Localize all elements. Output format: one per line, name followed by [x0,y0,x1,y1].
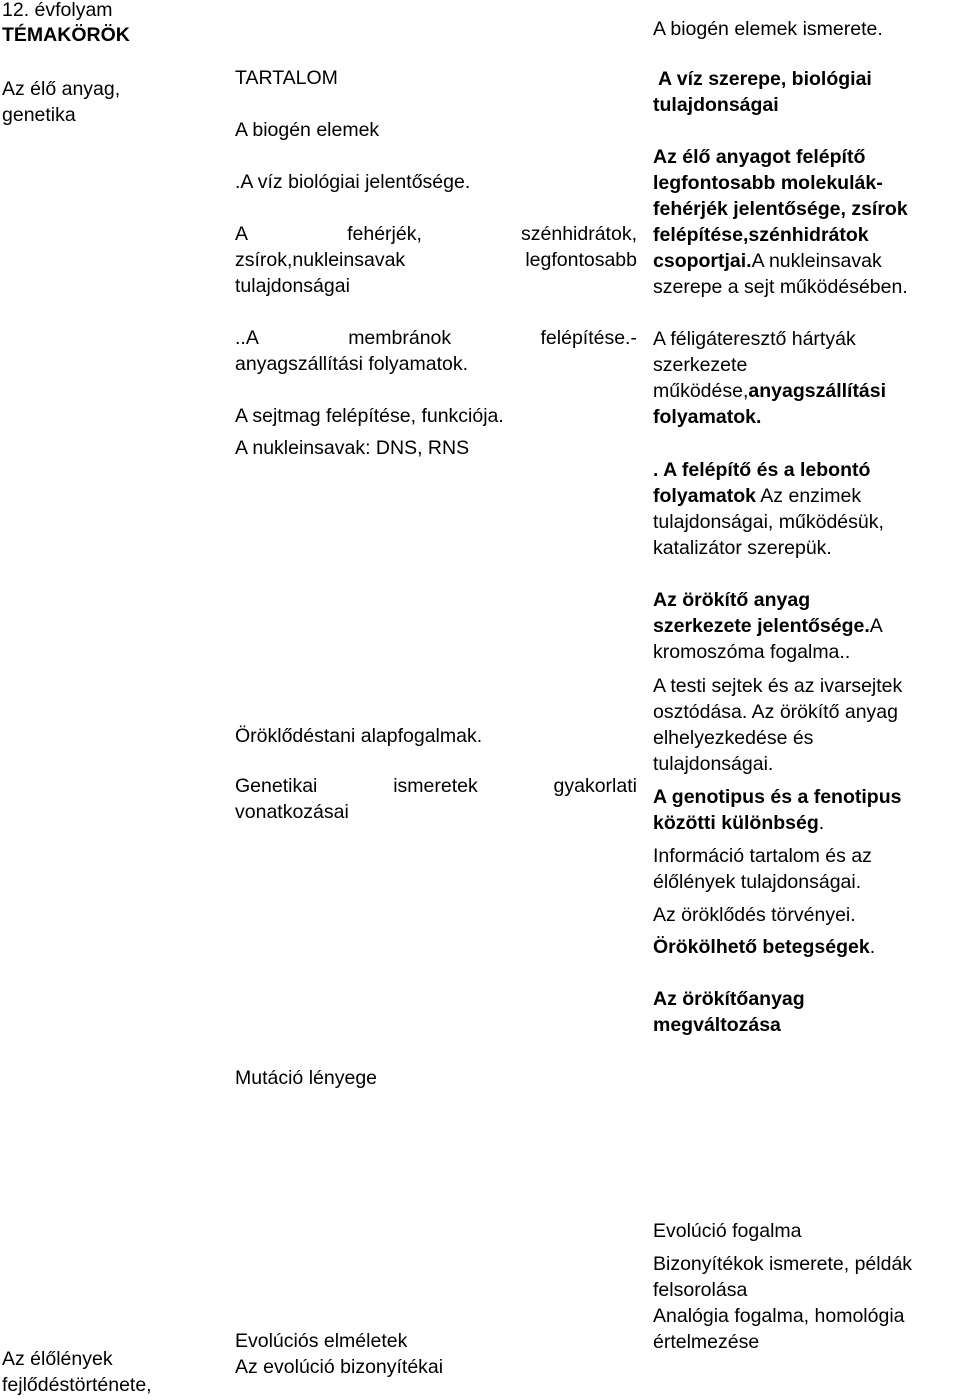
req-hereditary-diseases [653,934,875,960]
req-molecules-6: szerepe a sejt működésében. [653,276,908,298]
content-heredity: Öröklődéstani alapfogalmak. [235,725,483,747]
req-hereditary-diseases-regular: . [869,936,876,958]
req-water-1: A víz szerepe, biológiai [658,68,872,90]
req-analogy-1: Analógia fogalma, homológia [653,1305,905,1327]
req-molecules-2: legfontosabb molekulák- [653,172,883,194]
req-genotype-2-bold: közötti különbség [653,812,819,834]
req-genetic-material-2-bold: szerkezete jelentősége. [653,615,870,637]
req-genetic-material-1: Az örökítő anyag [653,589,811,611]
req-evolution-concept: Evolúció fogalma [653,1220,802,1242]
req-genotype-2-regular: . [818,812,825,834]
req-mutation-1: Az örökítőanyag [653,988,805,1010]
topic-evolution-a: Az élőlények [2,1348,113,1370]
content-biogen: A biogén elemek [235,119,380,141]
content-properties: tulajdonságai [235,275,350,297]
content-transport: anyagszállítási folyamatok. [235,353,469,375]
content-proteins-word-3: szénhidrátok, [521,223,637,245]
content-genetics-word-1: Genetikai [235,775,318,797]
content-genetics-word-2: ismeretek [393,775,478,797]
req-analogy-2: értelmezése [653,1331,760,1353]
content-genetics-applications: vonatkozásai [235,801,349,823]
content-lipids-word-1: zsírok,nukleinsavak [235,249,406,271]
content-nucleic-acids: A nukleinsavak: DNS, RNS [235,437,470,459]
req-genotype-1: A genotipus és a fenotipus [653,786,902,808]
req-information-1: Információ tartalom és az [653,845,872,867]
req-heredity-laws: Az öröklődés törvényei. [653,904,856,926]
req-mutation-2: megváltozása [653,1014,781,1036]
content-mutation: Mutáció lényege [235,1067,378,1089]
content-proteins-line [235,221,637,247]
req-molecules-5-bold: csoportjai. [653,250,752,272]
req-cell-division-2: osztódása. Az örökítő anyag [653,701,898,723]
req-genetic-material-2 [653,613,883,639]
req-molecules-3: fehérjék jelentősége, zsírok [653,198,908,220]
content-water: .A víz biológiai jelentősége. [235,171,471,193]
req-cell-division-1: A testi sejtek és az ivarsejtek [653,675,903,697]
content-evolution-theories: Evolúciós elméletek [235,1330,408,1352]
req-cell-division-3: elhelyezkedése és [653,727,814,749]
req-molecules-5-regular: A nukleinsavak [751,250,882,272]
content-membranes-word-2: membránok [348,327,452,349]
content-heading: TARTALOM [235,67,338,89]
req-genetic-material-3: kromoszóma fogalma.. [653,641,851,663]
req-membrane-4: folyamatok. [653,406,762,428]
req-biogen: A biogén elemek ismerete. [653,18,883,40]
content-evolution-evidence: Az evolúció bizonyítékai [235,1356,444,1378]
req-molecules-1: Az élő anyagot felépítő [653,146,866,168]
topic-evolution-b: fejlődéstörténete, [2,1374,152,1396]
content-membranes-line [235,325,637,351]
grade-label: 12. évfolyam [2,0,113,21]
req-metabolism-4: katalizátor szerepük. [653,537,832,559]
req-genotype-2 [653,810,824,836]
content-genetics-line [235,773,637,799]
content-proteins-word-2: fehérjék, [347,223,422,245]
req-membrane-3-regular: működése, [653,380,749,402]
content-lipids-line [235,247,637,273]
req-genetic-material-2-regular: A [869,615,883,637]
req-metabolism-2 [653,483,861,509]
req-evidence-2: felsorolása [653,1279,748,1301]
req-metabolism-1: . A felépítő és a lebontó [653,459,871,481]
content-membranes-word-3: felépítése.- [540,327,637,349]
content-membranes-word-1: ..A [235,327,259,349]
req-membrane-3 [653,378,886,404]
req-hereditary-diseases-bold: Örökölhető betegségek [653,936,870,958]
req-membrane-2: szerkezete [653,354,748,376]
topic-genetics: genetika [2,104,76,126]
req-metabolism-3: tulajdonságai, működésük, [653,511,884,533]
req-cell-division-4: tulajdonságai. [653,753,774,775]
req-membrane-3-bold: anyagszállítási [748,380,887,402]
req-evidence-1: Bizonyítékok ismerete, példák [653,1253,913,1275]
req-metabolism-2-bold: folyamatok [653,485,756,507]
req-molecules-4: felépítése,szénhidrátok [653,224,869,246]
req-membrane-1: A féligáteresztő hártyák [653,328,856,350]
req-information-2: élőlények tulajdonságai. [653,871,862,893]
content-lipids-word-2: legfontosabb [525,249,637,271]
req-molecules-5 [653,248,882,274]
req-metabolism-2-regular: Az enzimek [755,485,862,507]
req-water-2: tulajdonságai [653,94,779,116]
content-proteins-word-1: A [235,223,249,245]
content-genetics-word-3: gyakorlati [553,775,637,797]
topics-heading: TÉMAKÖRÖK [2,24,130,46]
content-nucleus: A sejtmag felépítése, funkciója. [235,405,504,427]
topic-living-matter: Az élő anyag, [2,78,121,100]
